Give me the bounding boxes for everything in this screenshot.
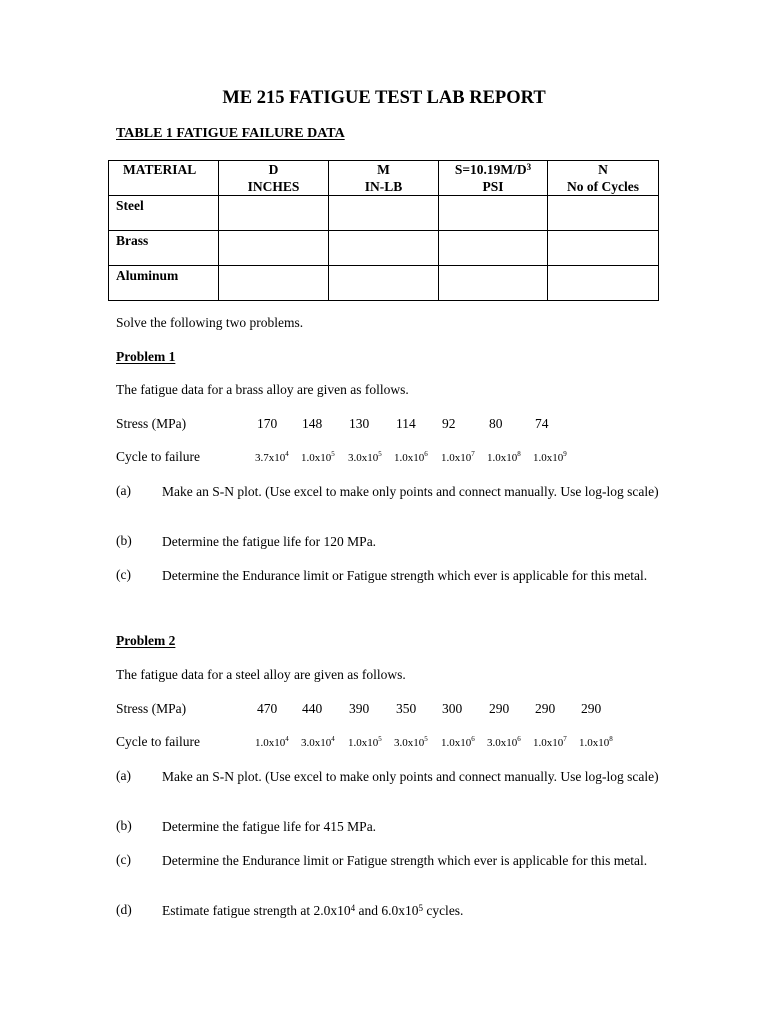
header-line: D	[268, 162, 279, 177]
cycle-value: $3.0x10^5$	[348, 450, 382, 464]
problem1-item-label: (b)	[116, 533, 132, 548]
problem1-stress-label: Stress (MPa)	[116, 416, 187, 431]
page-title: ME 215 FATIGUE TEST LAB REPORT	[222, 88, 546, 108]
intro-text: Solve the following two problems.	[116, 315, 304, 330]
cycle-value: $1.0x10^9$	[533, 450, 567, 464]
problem1-cycle-label: Cycle to failure	[116, 449, 200, 464]
header-line: MATERIAL	[123, 162, 197, 177]
cycle-value: $3.0x10^4$	[301, 735, 335, 749]
header-line: PSI	[482, 179, 504, 194]
stress-value: 114	[396, 416, 416, 431]
problem1-item-label: (c)	[116, 567, 131, 582]
table-row	[109, 231, 659, 266]
superscript: 3	[526, 162, 532, 172]
stress-value: 290	[581, 701, 602, 716]
stress-value: 130	[349, 416, 370, 431]
cycle-value: $1.0x10^8$	[487, 450, 521, 464]
stress-value: 470	[257, 701, 278, 716]
stress-value: 148	[302, 416, 323, 431]
header-line: N	[598, 162, 608, 177]
header-line: INCHES	[247, 179, 300, 194]
stress-value: 390	[349, 701, 370, 716]
problem1-item-text: Make an S-N plot. (Use excel to make only points and connect manually. Use log-log scale)	[162, 484, 659, 499]
problem2-item-text: Determine the Endurance limit or Fatigue strength which ever is applicable for this metal.	[162, 853, 648, 868]
table-title: TABLE 1 FATIGUE FAILURE DATA	[116, 126, 345, 141]
row-label: Steel	[109, 196, 219, 231]
problem2-item-text: Determine the fatigue life for 415 MPa.	[162, 819, 377, 834]
row-label: Aluminum	[109, 266, 219, 301]
row-label: Brass	[109, 231, 219, 266]
table-header-cell	[109, 161, 219, 196]
problem2-description: The fatigue data for a steel alloy are given as follows.	[116, 667, 406, 682]
stress-value: 300	[442, 701, 463, 716]
table-cell	[439, 196, 548, 231]
cycle-value: $1.0x10^5$	[348, 735, 382, 749]
problem2-item-label: (d)	[116, 902, 132, 917]
cycle-value: $1.0x10^6$	[394, 450, 428, 464]
problem1-item-text: Determine the Endurance limit or Fatigue strength which ever is applicable for this metal.	[162, 568, 648, 583]
header-line: S=10.19M/D	[454, 162, 527, 177]
table-cell	[329, 266, 439, 301]
table-cell	[548, 196, 659, 231]
cycle-value: $1.0x10^8$	[579, 735, 613, 749]
stress-value: 350	[396, 701, 417, 716]
cycle-value: $3.0x10^5$	[394, 735, 428, 749]
stress-value: 440	[302, 701, 323, 716]
problem2-item-text: Make an S-N plot. (Use excel to make only points and connect manually. Use log-log scale)	[162, 769, 659, 784]
stress-value: 170	[257, 416, 278, 431]
stress-value: 92	[442, 416, 456, 431]
table-header-cell	[439, 161, 548, 196]
table-cell	[219, 266, 329, 301]
table-header-cell	[548, 161, 659, 196]
table-cell	[219, 196, 329, 231]
table-cell	[439, 266, 548, 301]
cycle-value: $1.0x10^5$	[301, 450, 335, 464]
header-line: IN-LB	[364, 179, 403, 194]
header-line: No of Cycles	[567, 179, 639, 194]
problem2-item-label: (b)	[116, 818, 132, 833]
stress-value: 290	[535, 701, 556, 716]
problem2-heading: Problem 2	[116, 633, 176, 648]
table-cell	[439, 231, 548, 266]
table-header-cell	[329, 161, 439, 196]
problem2-item-text: Estimate fatigue strength at $2.0x10^4$ and $6.0x10^5$ cycles.	[162, 903, 464, 918]
cycle-value: $1.0x10^4$	[255, 735, 289, 749]
header-line: M	[377, 162, 390, 177]
problem2-item-label: (a)	[116, 768, 131, 783]
problem2-stress-label: Stress (MPa)	[116, 701, 187, 716]
table-cell	[329, 196, 439, 231]
cycle-value: $3.0x10^6$	[487, 735, 521, 749]
table-row	[109, 266, 659, 301]
stress-value: 74	[535, 416, 549, 431]
stress-value: 290	[489, 701, 510, 716]
problem2-item-label: (c)	[116, 852, 131, 867]
cycle-value: $3.7x10^4$	[255, 450, 289, 464]
fatigue-failure-table	[108, 160, 659, 301]
table-row	[109, 196, 659, 231]
stress-value: 80	[489, 416, 503, 431]
table-cell	[219, 231, 329, 266]
problem1-item-label: (a)	[116, 483, 131, 498]
problem1-item-text: Determine the fatigue life for 120 MPa.	[162, 534, 377, 549]
cycle-value: $1.0x10^7$	[441, 450, 475, 464]
table-cell	[548, 266, 659, 301]
problem1-heading: Problem 1	[116, 349, 176, 364]
problem2-cycle-label: Cycle to failure	[116, 734, 200, 749]
problem1-description: The fatigue data for a brass alloy are given as follows.	[116, 382, 409, 397]
table-cell	[329, 231, 439, 266]
table-header-cell	[219, 161, 329, 196]
cycle-value: $1.0x10^7$	[533, 735, 567, 749]
table-cell	[548, 231, 659, 266]
cycle-value: $1.0x10^6$	[441, 735, 475, 749]
